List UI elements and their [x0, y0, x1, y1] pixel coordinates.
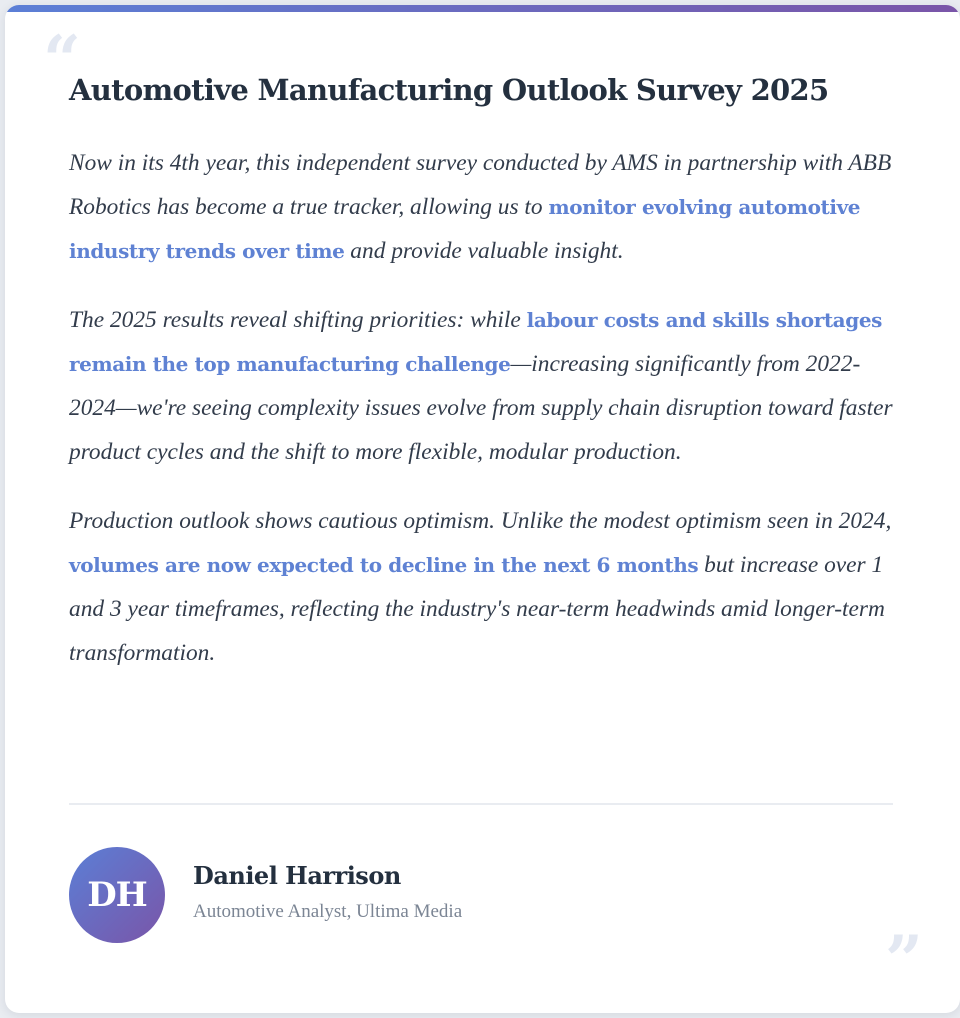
open-quote-icon: “ — [43, 21, 81, 99]
testimonial-card — [5, 5, 960, 1013]
accent-top-bar — [5, 5, 960, 12]
close-quote-icon: ” — [885, 921, 923, 999]
paragraph-2-text-start: The 2025 results reveal shifting priorities: while — [69, 307, 527, 333]
paragraph-3-highlight: volumes are now expected to decline in the next 6 months — [69, 553, 699, 577]
paragraph-3-text-start: Production outlook shows cautious optimism. Unlike the modest optimism seen in 2024, — [69, 508, 892, 534]
divider — [69, 803, 893, 805]
author-role: Automotive Analyst, Ultima Media — [193, 901, 463, 922]
author-avatar: DH — [69, 847, 165, 943]
paragraph-2 — [69, 298, 899, 474]
paragraph-2-highlight: labour costs and skills shortages remain the top manufacturing challenge — [69, 308, 883, 376]
paragraph-1-highlight: monitor evolving automotive industry trends over time — [69, 195, 861, 263]
paragraph-3-text-end: but increase over 1 and 3 year timeframes, reflecting the industry's near-term headwinds amid longer-term transformation. — [69, 552, 885, 666]
paragraph-1-text-start: Now in its 4th year, this independent survey conducted by AMS in partnership with ABB Robotics has become a true tracker, allowing us to — [69, 150, 892, 220]
author-name: Daniel Harrison — [193, 861, 401, 890]
paragraph-2-text-end: —increasing significantly from 2022-2024—we're seeing complexity issues evolve from supply chain disruption toward faster product cycles and the shift to more flexible, modular production. — [69, 351, 893, 465]
paragraph-1-text-end: and provide valuable insight. — [344, 238, 624, 264]
card-body — [69, 141, 899, 700]
card-title: Automotive Manufacturing Outlook Survey 2025 — [69, 73, 829, 107]
paragraph-3 — [69, 499, 899, 675]
paragraph-1 — [69, 141, 899, 273]
